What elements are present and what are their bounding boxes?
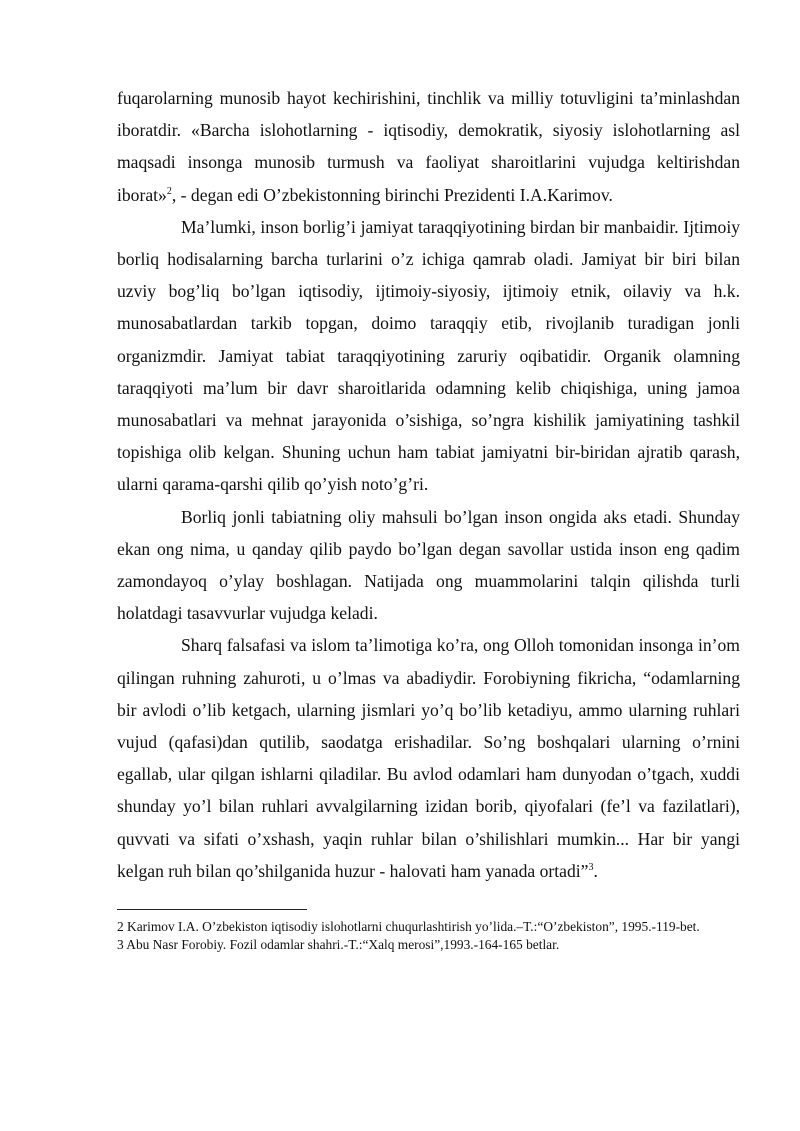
paragraph — [117, 211, 740, 501]
footnote: 3 Abu Nasr Forobiy. Fozil odamlar shahri.-T.:“Xalq merosi”,1993.-164-165 betlar. — [117, 936, 560, 952]
footnote: 2 Karimov I.A. O’zbekiston iqtisodiy islohotlarni chuqurlashtirish yo’lida.–T.:“O’zbekiston”, 1995.-119-bet. — [117, 919, 700, 935]
footnote-divider — [117, 909, 307, 910]
paragraph-text: , - degan edi O’zbekistonning birinchi Prezidenti I.A.Karimov. — [171, 184, 613, 205]
paragraph-text: Ma’lumki, inson borlig’i jamiyat taraqqiyotining birdan bir manbaidir. Ijtimoiy borliq hodisalarning barcha turlarini o’z ichiga qamrab oladi. Jamiyat bir biri bilan uzviy bog’liq bo’lgan iqtisodiy, ijtimoiy-siyosiy, ijtimoiy etnik, oilaviy va h.k. munosabatlardan tarkib topgan, doimo taraqqiy etib, rivojlanib turadigan jonli organizmdir. Jamiyat tabiat taraqqiyotining zaruriy oqibatidir. Organik olamning taraqqiyoti ma’lum bir davr sharoitlarida odamning kelib chiqishiga, uning jamoa munosabatlari va mehnat jarayonida o’sishiga, so’ngra kishilik jamiyatining tashkil topishiga olib kelgan. Shuning uchun ham tabiat jamiyatni bir-biridan ajratib qarash, ularni qarama-qarshi qilib qo’yish noto’g’ri. — [117, 216, 740, 495]
paragraph-text: . — [593, 860, 598, 881]
footnote-ref[interactable]: 2 — [166, 185, 172, 197]
footnote-ref[interactable]: 3 — [588, 862, 594, 874]
paragraph-continuation — [117, 82, 740, 211]
document-page — [117, 82, 740, 953]
paragraph — [117, 629, 740, 887]
paragraph-text: Sharq falsafasi va islom ta’limotiga ko’ra, ong Olloh tomonidan insonga in’om qilingan ruhning zahuroti, u o’lmas va abadiydir. Forobiyning fikricha, “odamlarning bir avlodi o’lib ketgach, ularning jismlari yo’q bo’lib ketadiyu, ammo ularning ruhlari vujud (qafasi)dan qutilib, saodatga erishadilar. So’ng boshqalari ularning o’rnini egallab, ular qilgan ishlarni qiladilar. Bu avlod odamlari ham dunyodan o’tgach, xuddi shunday yo’l bilan ruhlari avvalgilarning izidan borib, qiyofalari (fe’l va fazilatlari), quvvati va sifati o’xshash, yaqin ruhlar bilan o’shilishlari mumkin... Har bir yangi kelgan ruh bilan qo’shilganida huzur - halovati ham yanada ortadi” — [117, 635, 740, 881]
paragraph-text: Borliq jonli tabiatning oliy mahsuli bo’lgan inson ongida aks etadi. Shunday ekan ong nima, u qanday qilib paydo bo’lgan degan savollar ustida inson eng qadim zamondayoq o’ylay boshlagan. Natijada ong muammolarini talqin qilishda turli holatdagi tasavvurlar vujudga keladi. — [117, 506, 740, 624]
paragraph — [117, 501, 740, 630]
paragraph-text: fuqarolarning munosib hayot kechirishini, tinchlik va milliy totuvligini ta’minlashdan iboratdir. «Barcha islohotlarning - iqtisodiy, demokratik, siyosiy islohotlarning asl maqsadi insonga munosib turmush va faoliyat sharoitlarini vujudga keltirishdan iborat» — [117, 88, 740, 205]
